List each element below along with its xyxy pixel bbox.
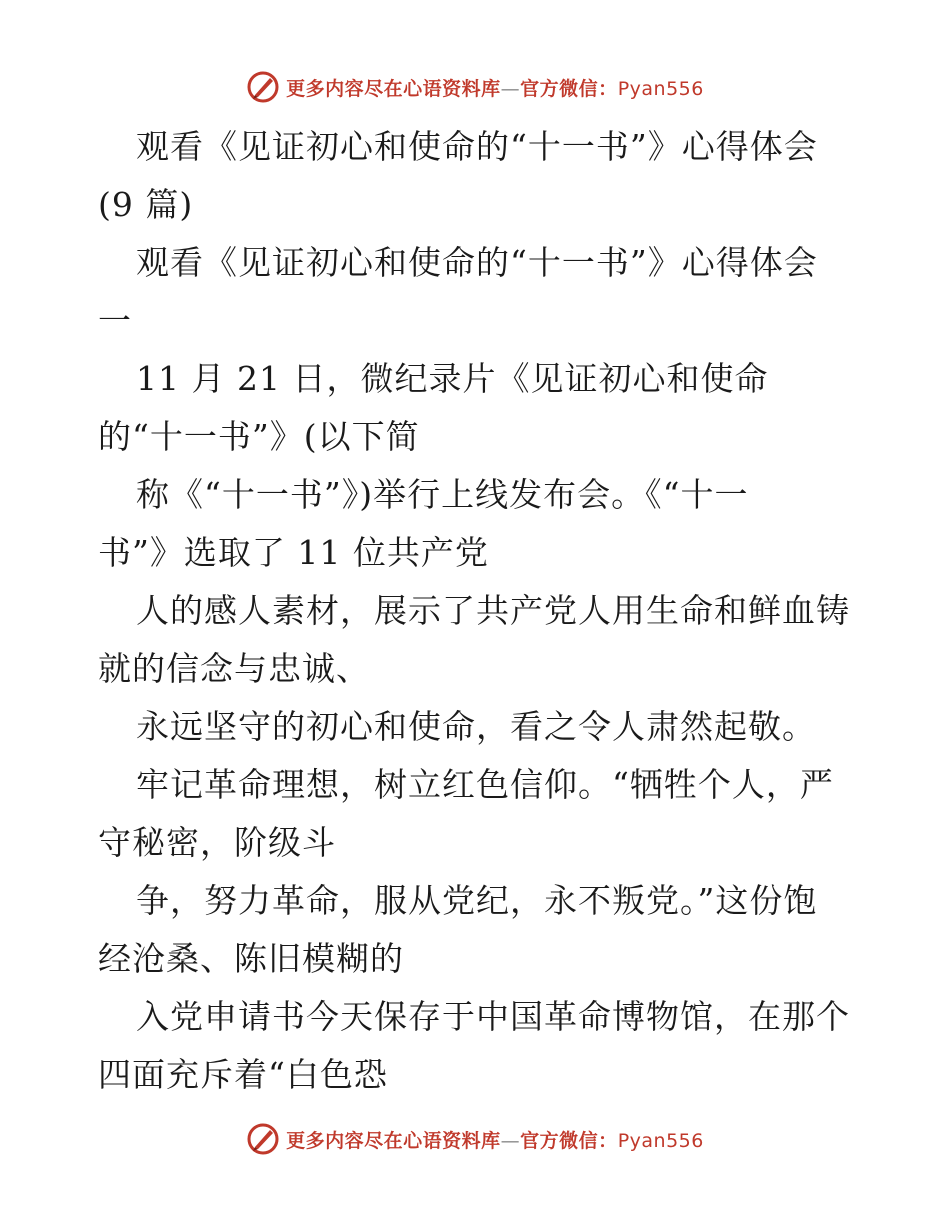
- document-line: 的“十一书”》(以下简: [98, 417, 420, 456]
- document-line: 经沧桑、陈旧模糊的: [98, 939, 404, 978]
- document-line: 书”》选取了 11 位共产党: [98, 533, 489, 572]
- document-line: 永远坚守的初心和使命，看之令人肃然起敬。: [136, 707, 816, 746]
- document-line: 11 月 21 日，微纪录片《见证初心和使命: [136, 359, 769, 398]
- document-line: 观看《见证初心和使命的“十一书”》心得体会: [136, 243, 818, 282]
- footer-wechat-label: 官方微信：: [520, 1129, 618, 1152]
- header-banner-inner: [246, 70, 704, 104]
- document-line: 就的信念与忠诚、: [98, 649, 370, 688]
- document-line: 四面充斥着“白色恐: [98, 1055, 388, 1094]
- footer-wechat-id: Pyan556: [617, 1129, 704, 1152]
- document-body: [98, 118, 858, 1104]
- document-line: 入党申请书今天保存于中国革命博物馆，在那个: [136, 997, 850, 1036]
- document-line: 人的感人素材，展示了共产党人用生命和鲜血铸: [136, 591, 850, 630]
- footer-banner: [0, 1122, 950, 1156]
- document-line: (9 篇): [98, 185, 194, 224]
- header-banner-text: [286, 74, 704, 101]
- header-site-text: 更多内容尽在心语资料库: [286, 77, 501, 100]
- header-separator: —: [500, 77, 521, 100]
- document-line: 观看《见证初心和使命的“十一书”》心得体会: [136, 127, 818, 166]
- document-line: 牢记革命理想，树立红色信仰。“牺牲个人，严: [136, 765, 834, 804]
- header-wechat-label: 官方微信：: [520, 77, 618, 100]
- document-line: 争，努力革命，服从党纪，永不叛党。”这份饱: [136, 881, 818, 920]
- header-banner: [0, 70, 950, 104]
- header-wechat-id: Pyan556: [617, 77, 704, 100]
- document-line: 一: [98, 301, 132, 340]
- document-line: 守秘密，阶级斗: [98, 823, 336, 862]
- quill-pen-logo-icon: [246, 70, 280, 104]
- quill-pen-logo-icon: [246, 1122, 280, 1156]
- footer-site-text: 更多内容尽在心语资料库: [286, 1129, 501, 1152]
- footer-banner-inner: [246, 1122, 704, 1156]
- document-line: 称《“十一书”》)举行上线发布会。《“十一: [136, 475, 749, 514]
- footer-banner-text: [286, 1126, 704, 1153]
- footer-separator: —: [500, 1129, 521, 1152]
